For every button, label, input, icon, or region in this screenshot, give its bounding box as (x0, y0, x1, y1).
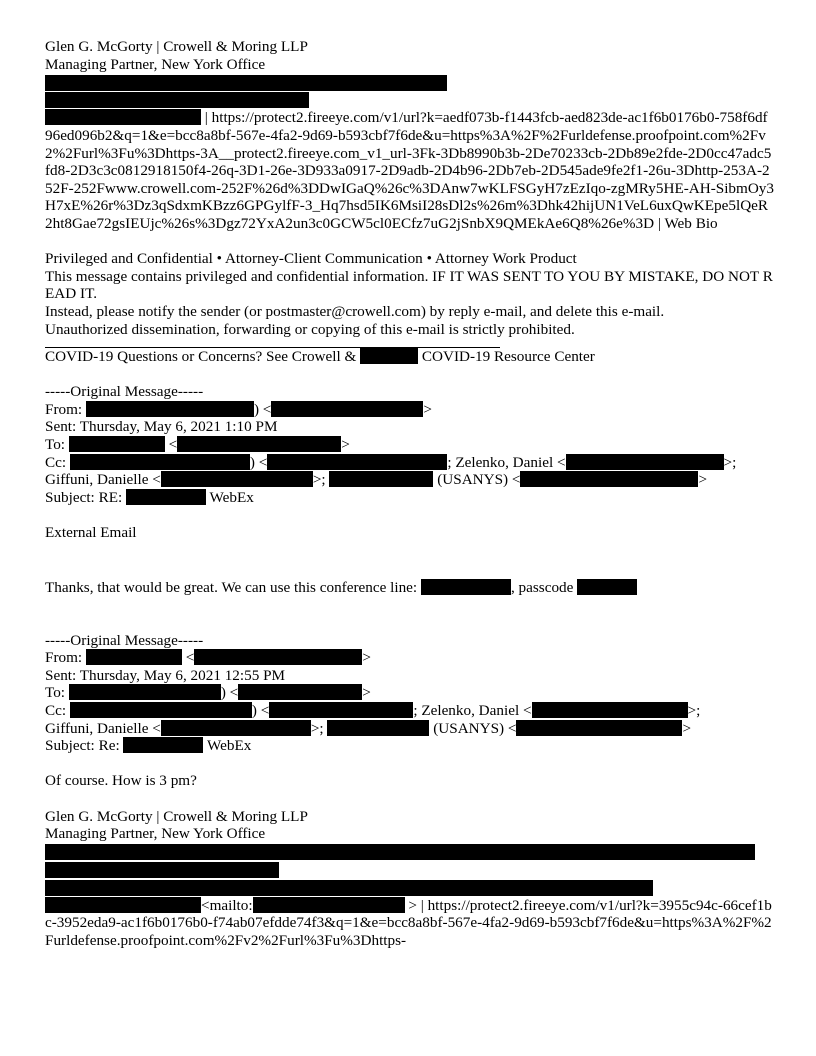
redaction-block (577, 579, 637, 595)
redaction-block (238, 684, 362, 700)
signature-link[interactable]: > | https://protect2.fireeye.com/v1/url?k=3955c94c-66cef1bc-3952eda9-ac1f6b0176b0-f74ab07efdde74f3&q=1&e=bcc8a8bf-567e-4fa2-9d69-b593cbf7f6de&u=https%3A%2F%2Furldefense.proofpoint.com%2Fv2%2Furl%3Fu%3Dhttps- (45, 896, 772, 949)
external-email-banner: External Email (45, 524, 137, 542)
signature-name: Glen G. McGorty | Crowell & Moring LLP (45, 807, 308, 825)
redaction-block (516, 720, 682, 736)
redaction-block (69, 436, 165, 452)
from-line: From: < > (45, 649, 371, 667)
redaction-block (45, 880, 653, 896)
redaction-block (70, 454, 250, 470)
sent-line: Sent: Thursday, May 6, 2021 1:10 PM (45, 418, 278, 436)
confidential-notice-2: Instead, please notify the sender (or postmaster@crowell.com) by reply e-mail, and delete this e-mail. (45, 302, 665, 320)
covid-notice (45, 348, 775, 366)
redaction-block (86, 401, 254, 417)
original-message-header: -----Original Message----- (45, 631, 204, 649)
email-document (45, 38, 775, 949)
redaction-block (253, 897, 405, 913)
confidential-notice-1: This message contains privileged and confidential information. IF IT WAS SENT TO YOU BY MISTAKE, DO NOT READ IT. (45, 267, 773, 303)
confidential-notice-3: Unauthorized dissemination, forwarding or copying of this e-mail is strictly prohibited. (45, 320, 575, 338)
web-bio-link[interactable]: | https://protect2.fireeye.com/v1/url?k=aedf073b-f1443fcb-aed823de-ac1f6b0176b0-758f6df96ed096b2&q=1&e=bcc8a8bf-567e-4fa2-9d69-b593cbf7f6de&u=https%3A%2F%2Furldefense.proofpoint.com%2Fv2%2Furl%3Fu%3Dhttps-3A__protect2.fireeye.com_v1_url-3Fk-3Db8990b3b-2De70233cb-2Db89e2fde-2D0cc47adc5fd8-2D3c3c0812918150f4-26q-3D1-26e-3D933a0917-2D9adb-2D4b96-2Db7eb-2D545ade9fe2f1-26u-3Dhttp-253A-252F-252Fwww.crowell.com-252F%26d%3DDwIGaQ%26c%3DAnw7wKLFSGyH7zEzIqo-zgMRy5HE-AH-SibmOy3H7xE%26r%3Dz3qSdxmKBzz6GPGylfF-3_Hq7hsd5IK6MsiI28sDl2s%26m%3Dhk42hijUN1VeL6uxQwKEpe5lQeR2ht8Gae72gsIEUjc%26s%3Dgz72YxA2un3c0GCW5cl0ECfz7uG2jSnbX9QMEkAe6Q8%26e%3D | Web Bio (45, 109, 774, 232)
redaction-block (45, 109, 201, 125)
to-line: To: < > (45, 436, 350, 454)
redaction-block (269, 702, 413, 718)
cc-line: Cc: ) < ; Zelenko, Daniel < >; (45, 701, 701, 719)
original-message-header: -----Original Message----- (45, 383, 204, 401)
redaction-block (267, 454, 447, 470)
confidential-heading: Privileged and Confidential • Attorney-Client Communication • Attorney Work Product (45, 250, 577, 268)
redaction-block (177, 436, 341, 452)
redaction-block (45, 75, 447, 91)
message-body: Of course. How is 3 pm? (45, 772, 197, 790)
message-body: Thanks, that would be great. We can use this conference line: , passcode (45, 579, 775, 597)
signature-link-paragraph: <mailto: > | https://protect2.fireeye.com/v1/url?k=3955c94c-66cef1bc-3952eda9-ac1f6b0176b0-f74ab07efdde74f3&q=1&e=bcc8a8bf-567e-4fa2-9d69-b593cbf7f6de&u=https%3A%2F%2Furldefense.proofpoint.com%2Fv2%2Furl%3Fu%3Dhttps- (45, 896, 772, 949)
signature-name: Glen G. McGorty | Crowell & Moring LLP (45, 38, 308, 55)
sent-line: Sent: Thursday, May 6, 2021 12:55 PM (45, 666, 286, 684)
redaction-block (161, 471, 313, 487)
cc-line: Cc: ) < ; Zelenko, Daniel < >; (45, 453, 737, 471)
signature-link-paragraph (45, 109, 775, 232)
covid-text: COVID-19 Questions or Concerns? See Crowell & (45, 348, 357, 366)
signature-title: Managing Partner, New York Office (45, 825, 266, 843)
redaction-block (520, 471, 698, 487)
signature-title: Managing Partner, New York Office (45, 55, 266, 73)
redaction-block (126, 489, 206, 505)
redaction-block (271, 401, 423, 417)
redaction-block (194, 649, 362, 665)
subject-line: Subject: RE: WebEx (45, 488, 254, 506)
redaction-block (45, 92, 309, 108)
redaction-block (161, 720, 311, 736)
redaction-block (45, 862, 279, 878)
from-line: From: ) < > (45, 400, 432, 418)
redaction-block (360, 348, 418, 364)
redaction-block (566, 454, 724, 470)
redaction-block (45, 844, 755, 860)
covid-resource-link[interactable]: COVID-19 Resource Center (421, 348, 595, 366)
cc-line-continued: Giffuni, Danielle < >; (USANYS) < > (45, 719, 692, 737)
cc-line-continued: Giffuni, Danielle < >; (USANYS) < > (45, 471, 708, 489)
redaction-block (69, 684, 221, 700)
redaction-block (86, 649, 182, 665)
redaction-block (123, 737, 203, 753)
redaction-block (70, 702, 252, 718)
redaction-block (532, 702, 688, 718)
redaction-block (45, 897, 201, 913)
redaction-block (421, 579, 511, 595)
subject-line: Subject: Re: WebEx (45, 737, 252, 755)
redaction-block (327, 720, 429, 736)
redaction-block (329, 471, 433, 487)
to-line: To: ) < > (45, 684, 371, 702)
